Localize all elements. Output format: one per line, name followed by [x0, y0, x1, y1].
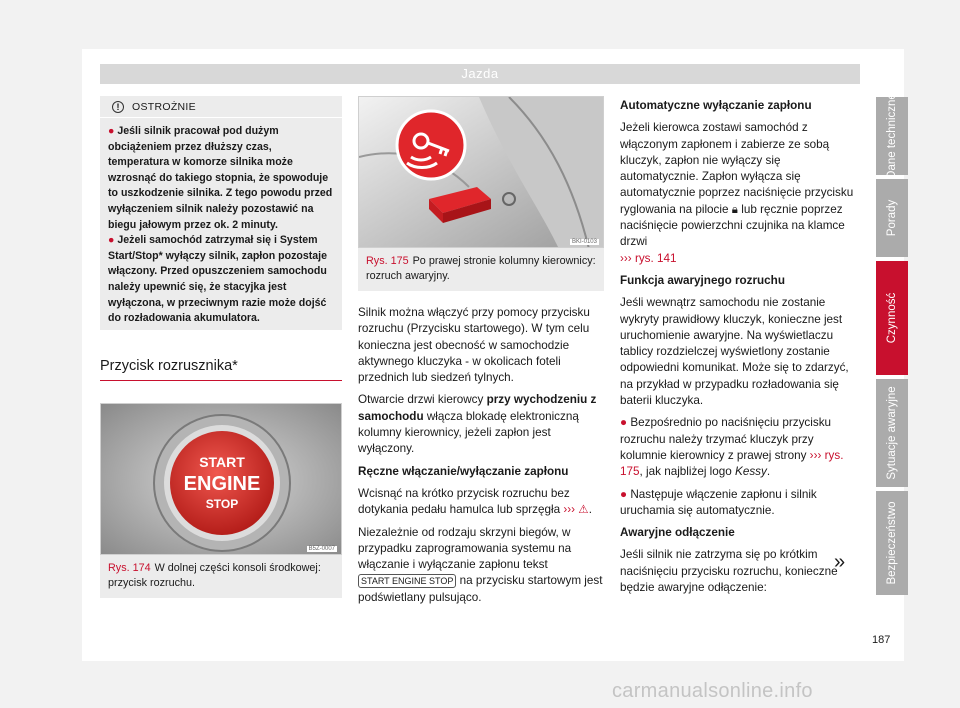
lock-icon: 🔒︎ — [731, 202, 738, 216]
bold-text: przy wychodzeniu z samochodu — [358, 393, 597, 423]
continue-arrow: » — [834, 551, 846, 573]
figure-175-image — [358, 96, 604, 248]
figure-174-caption — [100, 555, 342, 598]
bullet-icon: ● — [620, 416, 628, 430]
figure-label: Rys. 175 — [366, 255, 409, 267]
button-text-start: START — [199, 454, 245, 470]
button-text-engine: ENGINE — [183, 473, 261, 495]
tab-label: Bezpieczeństwo — [886, 501, 898, 585]
column-2-text — [358, 305, 604, 606]
subheading: Awaryjne odłączenie — [620, 526, 735, 540]
text-run: lub ręcznie poprzez naciśnięcie powierzchni czujnika na klamce drzwi — [620, 202, 845, 249]
paragraph: Jeśli wewnątrz samochodu nie zostanie wykryty prawidłowy kluczyk, konieczne jest uruchomienie awaryjne. Na wyświetlaczu tablicy rozdzielczej wyświetlony zostanie odpowiedni komunikat. Może się to zdarzyć, na przykład w przypadku rozładowania się baterii kluczyka. — [620, 296, 849, 408]
figure-code: B5Z-0007 — [308, 546, 335, 552]
warning-triangle-icon: ⚠ — [578, 503, 589, 517]
start-engine-stop-key: START ENGINE STOP — [358, 574, 456, 588]
warning-body — [100, 118, 342, 327]
paragraph — [358, 392, 604, 457]
tab-porady[interactable] — [876, 179, 908, 257]
button-text-stop: STOP — [205, 497, 239, 511]
tab-czynnosc[interactable] — [876, 261, 908, 375]
column-1 — [100, 96, 342, 598]
paragraph — [620, 120, 862, 267]
warning-item — [108, 124, 334, 233]
warning-item-text: Jeżeli samochód zatrzymał się i System Start/Stop* wyłączy silnik, zapłon pozostaje włączony. Przed opuszczeniem samochodu należy upewnić się, że stacyjka jest wyłączona, w przeciwnym razie może dojść do rozładowania akumulatora. — [108, 234, 327, 325]
column-3 — [620, 98, 862, 602]
tab-label: Dane techniczne — [886, 93, 898, 179]
paragraph — [358, 486, 604, 519]
figure-label: Rys. 174 — [108, 562, 151, 574]
text-run: Następuje włączenie zapłonu i silnik uruchamia się automatycznie. — [620, 487, 817, 517]
warning-box — [100, 96, 342, 330]
figure-175-caption — [358, 248, 604, 291]
watermark: carmanualsonline.info — [612, 680, 813, 702]
text-run: Niezależnie od rodzaju skrzyni biegów, w przypadku zaprogramowania systemu na włączanie i wyłączanie zapłonu tekst — [358, 525, 572, 572]
tab-bezpieczenstwo[interactable] — [876, 491, 908, 595]
list-item — [620, 415, 862, 480]
tab-dane-techniczne[interactable] — [876, 93, 908, 179]
warning-title: OSTROŻNIE — [132, 101, 196, 113]
text-run: włącza blokadę elektroniczną kolumny kierownicy, jeżeli zapłon jest wyłączony. — [358, 409, 579, 456]
bullet-icon: ● — [108, 125, 115, 137]
figure-174-image — [100, 403, 342, 555]
text-run: Jeżeli kierowca zostawi samochód z włączonym zapłonem i zabierze ze sobą kluczyk, zapłon nie wyłączy się automatycznie. Zapłon wyłącza się automatycznie poprzez naciśnięcie przycisku ryglowania na pilocie — [620, 121, 854, 216]
section-title: Przycisk rozrusznika* — [100, 358, 342, 381]
figure-code: BKI-0103 — [571, 239, 597, 245]
column-2 — [358, 96, 604, 612]
subheading: Ręczne włączanie/wyłączanie zapłonu — [358, 464, 569, 478]
list-item — [620, 487, 862, 520]
paragraph: Jeśli silnik nie zatrzyma się po krótkim naciśnięciu przycisku rozruchu, konieczne będzie awaryjne odłączenie: — [620, 548, 838, 595]
page-number: 187 — [872, 634, 891, 646]
text-run: Otwarcie drzwi kierowcy — [358, 393, 487, 407]
reference-link[interactable]: ››› rys. 141 — [620, 251, 677, 265]
exclamation-circle-icon: ! — [112, 101, 124, 113]
tab-label: Czynność — [886, 292, 898, 344]
text-run: , jak najbliżej logo — [639, 465, 732, 479]
caption-text: W dolnej części konsoli środkowej: przycisk rozruchu. — [108, 562, 321, 589]
text-run: . — [588, 503, 592, 517]
tab-sytuacje-awaryjne[interactable] — [876, 379, 908, 487]
subheading: Funkcja awaryjnego rozruchu — [620, 273, 785, 287]
bullet-icon: ● — [108, 234, 115, 247]
page-header: Jazda — [100, 64, 860, 84]
paragraph — [358, 525, 604, 606]
tab-label: Sytuacje awaryjne — [886, 386, 898, 480]
bullet-icon: ● — [620, 487, 628, 501]
paragraph: Silnik można włączyć przy pomocy przycisku rozruchu (Przycisku startowego). W tym celu konieczna jest obecność w samochodzie aktywnego kluczyka - w okolicach foteli przednich lub siedzeń tylnych. — [358, 306, 590, 385]
text-run: na przycisku startowym jest podświetlany pulsująco. — [358, 574, 603, 604]
text-run: Bezpośrednio po naciśnięciu przycisku rozruchu należy trzymać kluczyk przy kolumnie kierownicy z prawej strony — [620, 416, 832, 462]
reference-arrow[interactable]: ››› — [563, 503, 576, 517]
subheading: Automatyczne wyłączanie zapłonu — [620, 99, 812, 112]
italic-text: Kessy — [735, 465, 767, 479]
start-engine-button-illustration — [101, 404, 342, 555]
warning-item — [108, 233, 334, 327]
warning-header — [100, 96, 342, 118]
reference-link[interactable]: ››› rys. 175 — [620, 448, 844, 479]
tab-label: Porady — [886, 199, 898, 237]
text-run: . — [766, 465, 771, 479]
caption-text: Po prawej stronie kolumny kierownicy: rozruch awaryjny. — [366, 255, 596, 282]
text-run: Wcisnąć na krótko przycisk rozruchu bez dotykania pedału hamulca lub sprzęgła — [358, 486, 570, 517]
warning-item-text: Jeśli silnik pracował pod dużym obciążeniem przez dłuższy czas, temperatura w komorze silnika może wzrosnąć do takiego stopnia, że spowoduje to uszkodzenie silnika. Z tego powodu przed wyłączeniem silnik należy pozostawić na biegu jałowym przez ok. 2 minuty. — [108, 125, 333, 231]
steering-column-illustration — [359, 97, 604, 248]
